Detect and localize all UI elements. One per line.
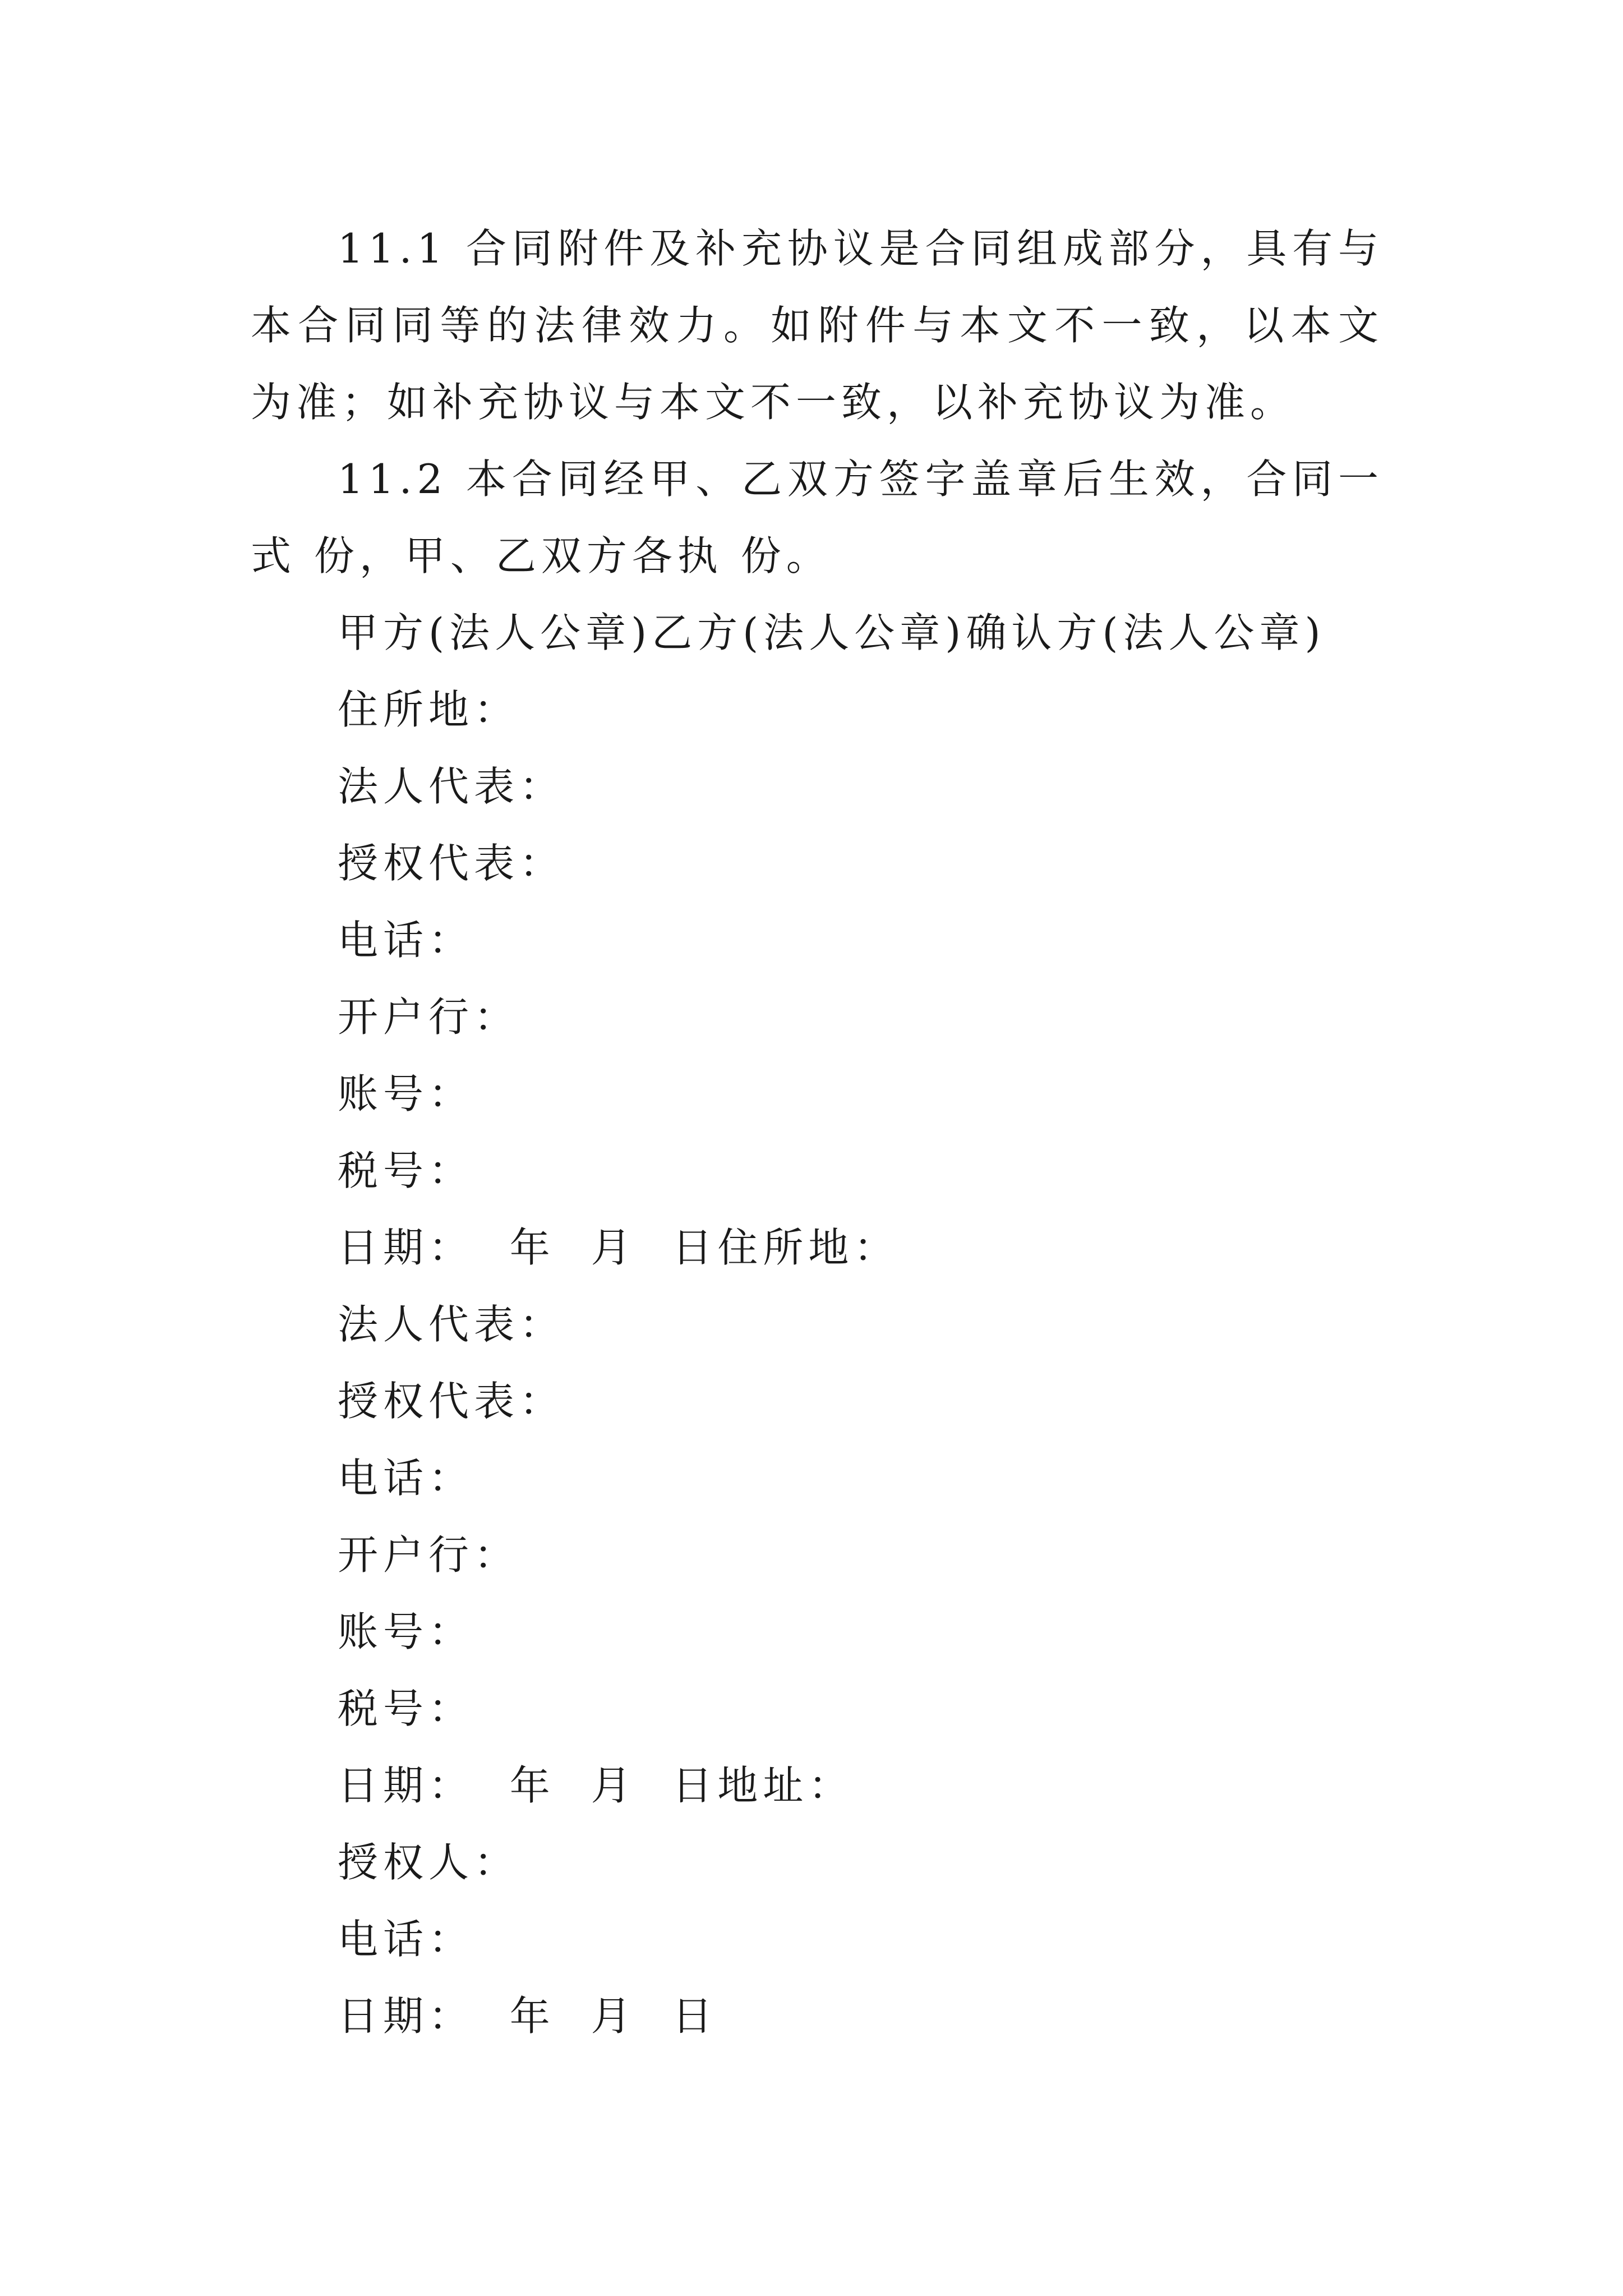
field-party-b-authorized-rep: 授权代表： (338, 1378, 565, 1425)
clause-11-2: 11.2 本合同经甲、乙双方签字盖章后生效，合同一式 份，甲、乙双方各执 份。 (251, 455, 1384, 579)
contract-body (251, 210, 1384, 2055)
field-party-a-authorized-rep: 授权代表： (338, 840, 565, 887)
field-confirmer-phone: 电话： (338, 1916, 474, 1963)
field-party-a-address: 住所地： (338, 686, 520, 733)
field-party-b-bank: 开户行： (338, 1531, 520, 1579)
field-party-b-tax-id: 税号： (338, 1685, 474, 1732)
signature-parties-header: 甲方(法人公章)乙方(法人公章)确认方(法人公章) (338, 609, 1326, 656)
field-party-a-date-party-b-address: 日期： 年 月 日住所地： (338, 1224, 900, 1271)
field-party-b-account: 账号： (338, 1608, 474, 1655)
field-party-a-account: 账号： (338, 1070, 474, 1117)
field-party-a-phone: 电话： (338, 917, 474, 964)
field-party-b-legal-rep: 法人代表： (338, 1301, 565, 1348)
field-confirmer-date: 日期： 年 月 日 (338, 1993, 718, 2040)
field-party-a-bank: 开户行： (338, 993, 520, 1041)
field-party-b-date-confirmer-address: 日期： 年 月 日地址： (338, 1762, 854, 1809)
field-party-a-legal-rep: 法人代表： (338, 763, 565, 810)
field-party-b-phone: 电话： (338, 1455, 474, 1502)
field-party-a-tax-id: 税号： (338, 1147, 474, 1194)
clause-11-1: 11.1 合同附件及补充协议是合同组成部分，具有与本合同同等的法律效力。如附件与本文不一致，以本文为准；如补充协议与本文不一致，以补充协议为准。 (251, 225, 1384, 426)
field-confirmer-authorizer: 授权人： (338, 1839, 520, 1886)
